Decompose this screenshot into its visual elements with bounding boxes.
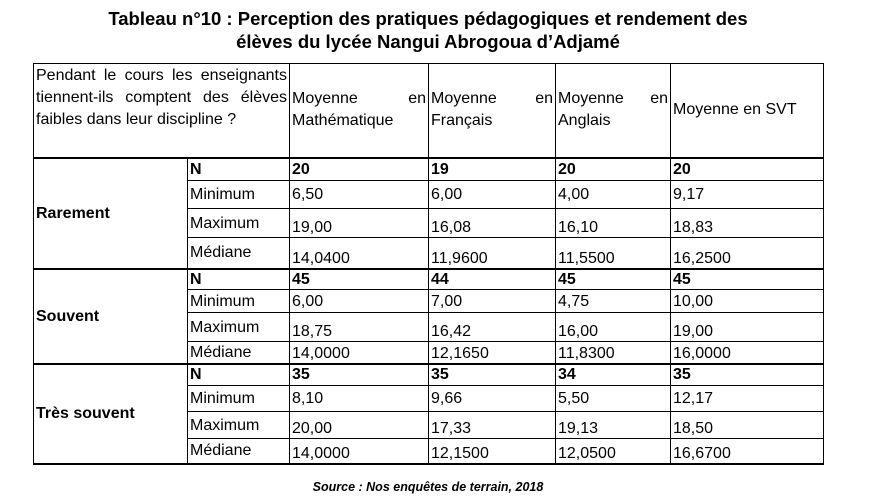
- table-cell: 44: [429, 269, 556, 290]
- table-cell: 6,00: [429, 181, 556, 209]
- stat-label: N: [188, 269, 290, 290]
- table-cell: 12,0500: [556, 439, 671, 464]
- group-label: Souvent: [34, 269, 188, 364]
- stat-label: Minimum: [188, 386, 290, 412]
- group-label: Rarement: [34, 158, 188, 269]
- table-cell: 8,10: [290, 386, 429, 412]
- table-cell: 5,50: [556, 386, 671, 412]
- table-cell: 12,1650: [429, 342, 556, 364]
- table-cell: 18,75: [290, 313, 429, 342]
- column-header-english: Moyenne en Anglais: [556, 64, 671, 158]
- stat-label: Minimum: [188, 181, 290, 209]
- table-title: [0, 7, 856, 53]
- table-cell: 16,2500: [671, 238, 824, 269]
- column-header-svt: Moyenne en SVT: [671, 64, 824, 158]
- table-cell: 14,0000: [290, 342, 429, 364]
- source-note: Source : Nos enquêtes de terrain, 2018: [312, 480, 544, 494]
- table-cell: 16,6700: [671, 439, 824, 464]
- table-cell: 20,00: [290, 412, 429, 439]
- stat-label: N: [188, 158, 290, 181]
- table-cell: 18,50: [671, 412, 824, 439]
- table-cell: 12,17: [671, 386, 824, 412]
- table-cell: 9,17: [671, 181, 824, 209]
- table-cell: 19,00: [290, 209, 429, 238]
- table-cell: 6,50: [290, 181, 429, 209]
- table-cell: 16,0000: [671, 342, 824, 364]
- results-table: [33, 63, 824, 465]
- table-cell: 4,75: [556, 290, 671, 313]
- table-cell: 45: [290, 269, 429, 290]
- table-cell: 11,8300: [556, 342, 671, 364]
- table-cell: 14,0000: [290, 439, 429, 464]
- header-row: [34, 64, 824, 158]
- table-cell: 45: [556, 269, 671, 290]
- table-cell: 18,83: [671, 209, 824, 238]
- table-row: [34, 269, 824, 290]
- table-cell: 19,00: [671, 313, 824, 342]
- table-title-line-2: élèves du lycée Nangui Abrogoua d’Adjamé: [236, 31, 620, 52]
- table-cell: 7,00: [429, 290, 556, 313]
- table-row: [34, 364, 824, 386]
- table-cell: 4,00: [556, 181, 671, 209]
- table-cell: 16,42: [429, 313, 556, 342]
- table-cell: 16,10: [556, 209, 671, 238]
- table-cell: 12,1500: [429, 439, 556, 464]
- table-cell: 10,00: [671, 290, 824, 313]
- table-cell: 20: [671, 158, 824, 181]
- stat-label: N: [188, 364, 290, 386]
- stat-label: Maximum: [188, 209, 290, 238]
- table-cell: 19,13: [556, 412, 671, 439]
- table-cell: 35: [671, 364, 824, 386]
- stat-label: Maximum: [188, 313, 290, 342]
- question-header: Pendant le cours les enseignants tiennent-ils comptent des élèves faibles dans leur discipline ?: [34, 64, 290, 158]
- table-cell: 17,33: [429, 412, 556, 439]
- table-row: [34, 158, 824, 181]
- stat-label: Médiane: [188, 342, 290, 364]
- table-cell: 34: [556, 364, 671, 386]
- table-cell: 11,5500: [556, 238, 671, 269]
- stat-label: Maximum: [188, 412, 290, 439]
- table-cell: 19: [429, 158, 556, 181]
- table-cell: 20: [290, 158, 429, 181]
- table-cell: 16,08: [429, 209, 556, 238]
- column-header-french: Moyenne en Français: [429, 64, 556, 158]
- column-header-math: Moyenne en Mathématique: [290, 64, 429, 158]
- table-cell: 9,66: [429, 386, 556, 412]
- table-cell: 11,9600: [429, 238, 556, 269]
- table-cell: 16,00: [556, 313, 671, 342]
- stat-label: Médiane: [188, 238, 290, 269]
- table-cell: 45: [671, 269, 824, 290]
- stat-label: Médiane: [188, 439, 290, 464]
- table-cell: 35: [290, 364, 429, 386]
- table-cell: 35: [429, 364, 556, 386]
- stat-label: Minimum: [188, 290, 290, 313]
- table-cell: 20: [556, 158, 671, 181]
- table-cell: 14,0400: [290, 238, 429, 269]
- table-title-line-1: Tableau n°10 : Perception des pratiques pédagogiques et rendement des: [108, 8, 748, 29]
- table-cell: 6,00: [290, 290, 429, 313]
- group-label: Très souvent: [34, 364, 188, 464]
